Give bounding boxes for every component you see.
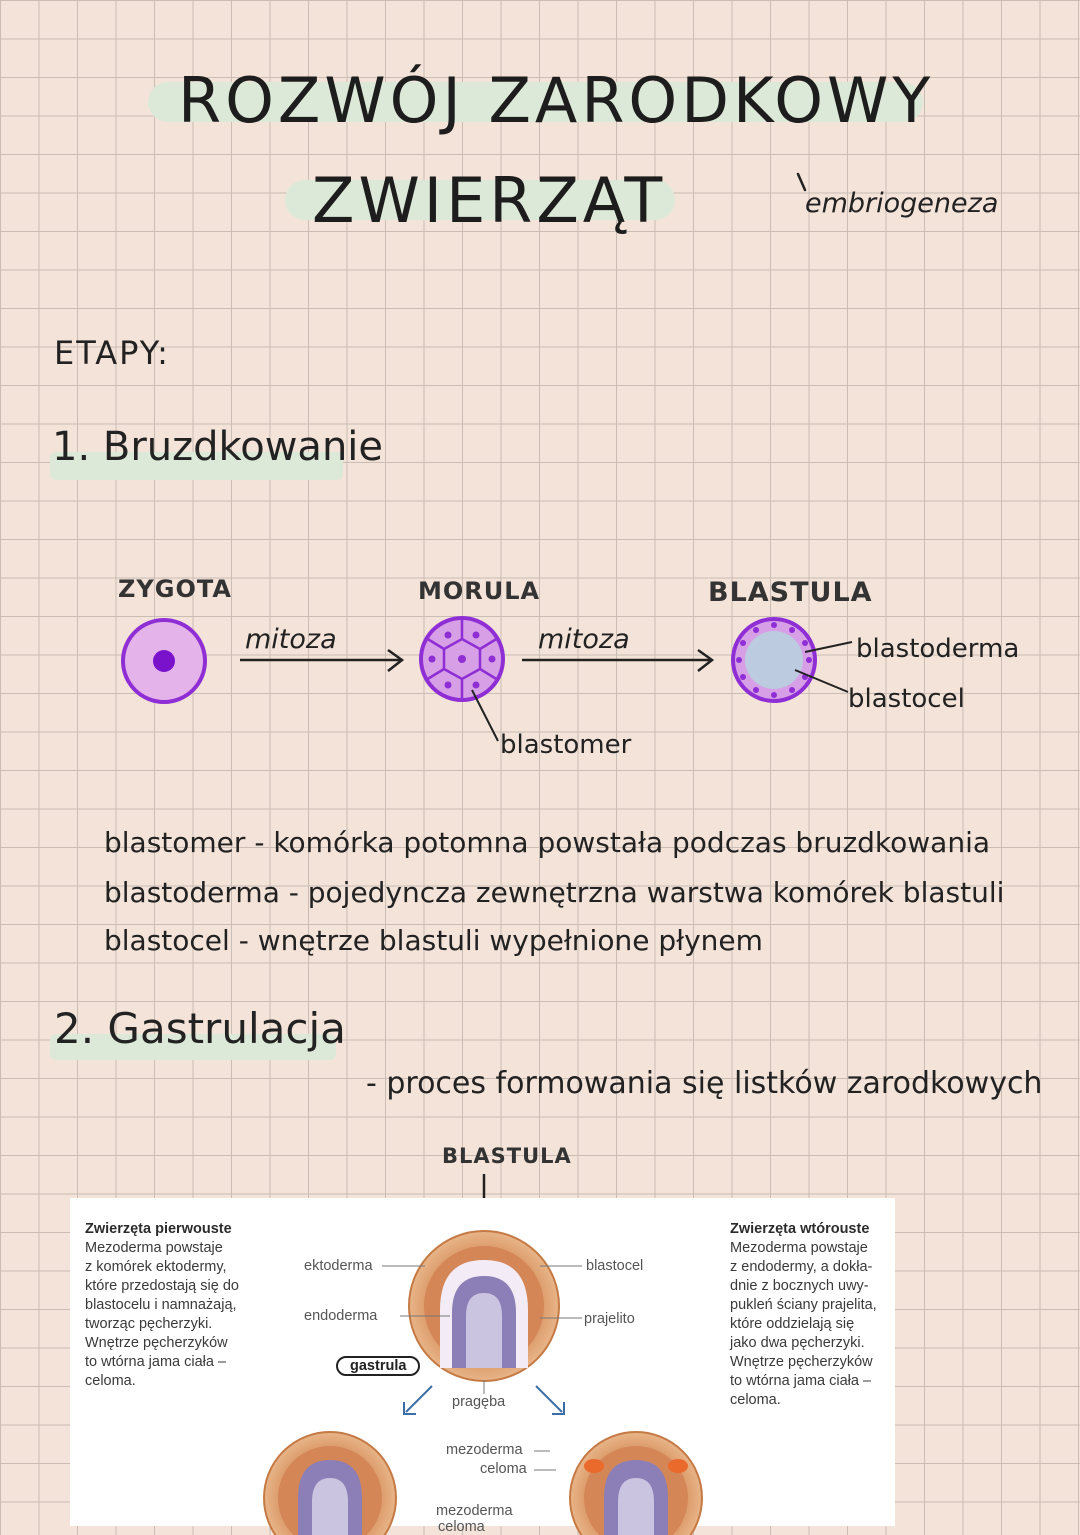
callout-blastocel: blastocel — [848, 684, 965, 714]
gastrula-deuterostome — [570, 1432, 702, 1535]
section2-subtitle: - proces formowania się listków zarodkowych — [366, 1066, 1043, 1101]
gastrula-main — [409, 1231, 559, 1381]
arrow-label-mitoza-1: mitoza — [245, 624, 337, 655]
stage-morula-label: MORULA — [418, 577, 541, 605]
title-note: embriogeneza — [805, 188, 999, 219]
label-mezoderma: mezoderma — [446, 1442, 523, 1458]
label-celoma-bottom: celoma — [438, 1519, 485, 1535]
page-title-line1: ROZWÓJ ZARODKOWY — [178, 64, 935, 137]
figure-left-title: Zwierzęta pierwouste — [85, 1221, 232, 1237]
label-ektoderma: ektoderma — [304, 1258, 373, 1274]
label-blastocel: blastocel — [586, 1258, 644, 1274]
figure-left-text: Zwierzęta pierwouste Mezoderma powstaje z komórek ektodermy, które przedostają się do blastocelu i namnażają, tworząc pęcherzyki. Wnętrze pęcherzyków to wtórna jama ciała – celoma. — [85, 1221, 239, 1389]
stage-blastula-label: BLASTULA — [708, 577, 873, 608]
callout-blastomer: blastomer — [500, 730, 632, 760]
callout-blastoderma: blastoderma — [856, 634, 1020, 664]
gastrulation-figure — [70, 1198, 895, 1535]
label-prajelito: prajelito — [584, 1311, 635, 1327]
cleavage-diagram — [110, 605, 830, 745]
blastula-figure-label: BLASTULA — [442, 1144, 572, 1168]
definition-blastoderma: blastoderma - pojedyncza zewnętrzna warstwa komórek blastuli — [104, 876, 1005, 909]
morula-cell — [421, 618, 503, 700]
label-endoderma: endoderma — [304, 1308, 378, 1324]
figure-right-text: Zwierzęta wtórouste Mezoderma powstaje z endodermy, a dokła- dnie z bocznych uwy- pukleń ściany prajelita, które oddzielają się jako dwa pęcherzyki. Wnętrze pęcherzyków to wtórna jama ciała – celoma. — [730, 1221, 877, 1408]
definition-blastomer: blastomer - komórka potomna powstała podczas bruzdkowania — [104, 826, 991, 859]
section1-heading: 1. Bruzdkowanie — [52, 424, 384, 470]
label-celoma: celoma — [480, 1461, 527, 1477]
callout-line-blastomer — [472, 690, 498, 741]
label-gastrula: gastrula — [336, 1356, 420, 1376]
label-prageba: pragęba — [452, 1394, 506, 1410]
stage-zygota-label: ZYGOTA — [118, 575, 232, 603]
gastrula-protostome — [264, 1432, 396, 1535]
etapy-label: ETAPY: — [54, 334, 170, 372]
figure-right-title: Zwierzęta wtórouste — [730, 1221, 870, 1237]
title-note-tick — [795, 172, 811, 194]
arrow-label-mitoza-2: mitoza — [538, 624, 630, 655]
page-title-line2: ZWIERZĄT — [312, 164, 667, 237]
definition-blastocel: blastocel - wnętrze blastuli wypełnione płynem — [104, 924, 763, 957]
zygota-cell — [123, 620, 205, 702]
section2-heading: 2. Gastrulacja — [54, 1004, 346, 1053]
label-mezoderma-bottom: mezoderma — [436, 1503, 513, 1519]
